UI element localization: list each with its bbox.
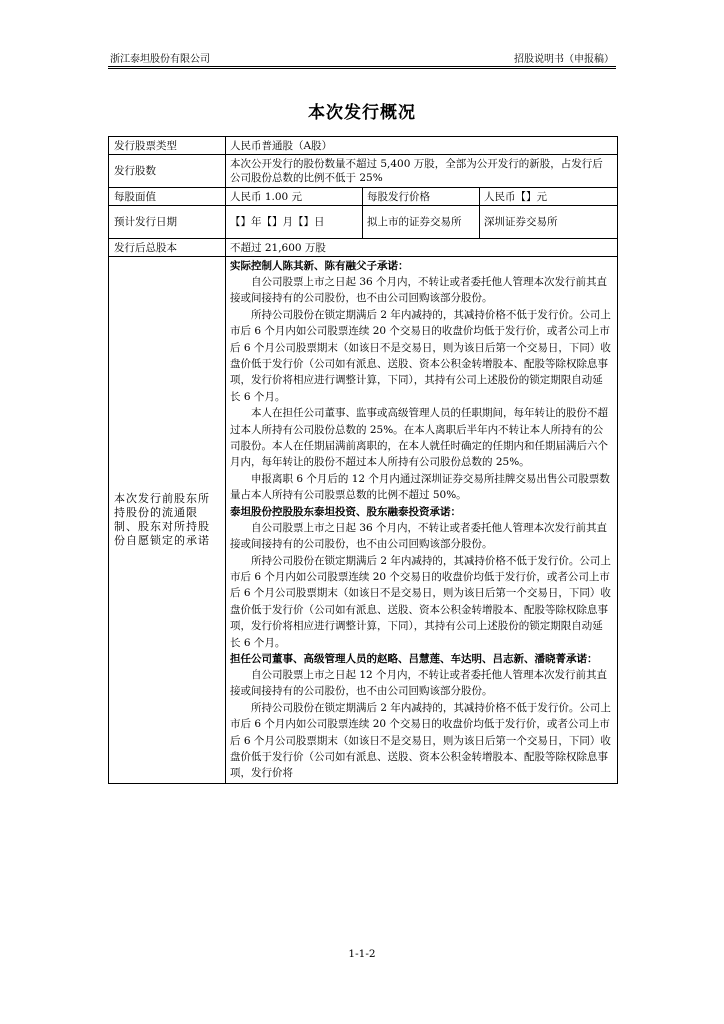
stock-type-value: 人民币普通股（A股）	[226, 137, 618, 155]
issue-date-value: 【】年【】月【】日	[226, 206, 363, 239]
company-name: 浙江泰坦股份有限公司	[110, 54, 210, 65]
commitment-paragraph: 自公司股票上市之日起 36 个月内，不转让或者委托他人管理本次发行前其直接或间接持有的公司股份，也不由公司回购该部分股份。	[230, 521, 608, 551]
par-value: 人民币 1.00 元	[226, 188, 363, 206]
issue-price-label: 每股发行价格	[363, 188, 480, 206]
header-divider	[108, 66, 616, 67]
commitment-paragraph: 自公司股票上市之日起 36 个月内，不转让或者委托他人管理本次发行前其直接或间接持有的公司股份，也不由公司回购该部分股份。	[230, 276, 608, 305]
table-row	[109, 137, 618, 155]
total-shares-value: 不超过 21,600 万股	[226, 239, 618, 257]
header-divider-secondary	[108, 68, 616, 69]
issuance-overview-table	[108, 136, 618, 784]
table-row	[109, 188, 618, 206]
table-row	[109, 206, 618, 239]
issue-date-label: 预计发行日期	[109, 206, 226, 239]
commitment-section-controllers	[230, 258, 613, 504]
commitment-section-directors	[230, 651, 613, 782]
lockup-commitment-content	[226, 257, 618, 784]
commitment-paragraph: 申报离职 6 个月后的 12 个月内通过深圳证券交易所挂牌交易出售公司股票数量占本人所持有公司股票总数的比例不超过 50%。	[230, 472, 610, 502]
listing-exchange-label: 拟上市的证券交易所	[363, 206, 480, 239]
commitment-title: 担任公司董事、高级管理人员的赵略、吕慧莲、车达明、吕志新、潘晓菁承诺：	[230, 652, 598, 665]
table-row	[109, 257, 618, 784]
table-row	[109, 155, 618, 188]
commitment-paragraph: 所持公司股份在锁定期满后 2 年内减持的，其减持价格不低于发行价。公司上市后 6 个月内如公司股票连续 20 个交易日的收盘价均低于发行价，或者公司上市后 6 个月公司股票期末（如该日不是交易日，则为该日后第一个交易日，下同）收盘价低于发行价（公司如有派息、送股、资本公积金转增股本、配股等除权除息事项，发行价将相应进行调整计算，下同），其持有公司上述股份的锁定期限自动延长 6 个月。	[230, 308, 611, 403]
page-title: 本次发行概况	[308, 103, 416, 123]
commitment-paragraph: 所持公司股份在锁定期满后 2 年内减持的，其减持价格不低于发行价。公司上市后 6 个月内如公司股票连续 20 个交易日的收盘价均低于发行价，或者公司上市后 6 个月公司股票期末（如该日不是交易日，则为该日后第一个交易日，下同）收盘价低于发行价（公司如有派息、送股、资本公积金转增股本、配股等除权除息事项，发行价将相应进行调整计算，下同），其持有公司上述股份的锁定期限自动延长 6 个月。	[230, 554, 611, 649]
lockup-commitment-label: 本次发行前股东所持股份的流通限制、股东对所持股份自愿锁定的承诺	[109, 257, 226, 784]
total-shares-label: 发行后总股本	[109, 239, 226, 257]
document-type: 招股说明书（申报稿）	[514, 54, 614, 65]
commitment-paragraph: 本人在担任公司董事、监事或高级管理人员的任职期间，每年转让的股份不超过本人所持有公司股份总数的 25%。在本人离职后半年内不转让本人所持有的公司股份。本人在任期届满前离职的，在本人就任时确定的任期内和任期届满后六个月内，每年转让的股份不超过本人所持有公司股份总数的 25%。	[230, 407, 608, 469]
table-row	[109, 239, 618, 257]
issue-price-value: 人民币【】元	[480, 188, 618, 206]
shares-label: 发行股数	[109, 155, 226, 188]
shares-value: 本次公开发行的股份数量不超过 5,400 万股，全部为公开发行的新股，占发行后公司股份总数的比例不低于 25%	[226, 155, 618, 188]
stock-type-label: 发行股票类型	[109, 137, 226, 155]
commitment-paragraph: 所持公司股份在锁定期满后 2 年内减持的，其减持价格不低于发行价。公司上市后 6 个月内如公司股票连续 20 个交易日的收盘价均低于发行价，或者公司上市后 6 个月公司股票期末（如该日不是交易日，则为该日后第一个交易日，下同）收盘价低于发行价（公司如有派息、送股、资本公积金转增股本、配股等除权除息事项，发行价将	[230, 701, 611, 780]
listing-exchange-value: 深圳证券交易所	[480, 206, 618, 239]
commitment-title: 泰坦股份控股股东泰坦投资、股东融泰投资承诺：	[230, 505, 461, 518]
commitment-section-shareholders	[230, 504, 613, 651]
page-number: 1-1-2	[348, 948, 376, 960]
commitment-title: 实际控制人陈其新、陈有融父子承诺：	[230, 260, 409, 272]
commitment-paragraph: 自公司股票上市之日起 12 个月内，不转让或者委托他人管理本次发行前其直接或间接持有的公司股份，也不由公司回购该部分股份。	[230, 668, 608, 698]
par-value-label: 每股面值	[109, 188, 226, 206]
page-header	[108, 50, 616, 66]
